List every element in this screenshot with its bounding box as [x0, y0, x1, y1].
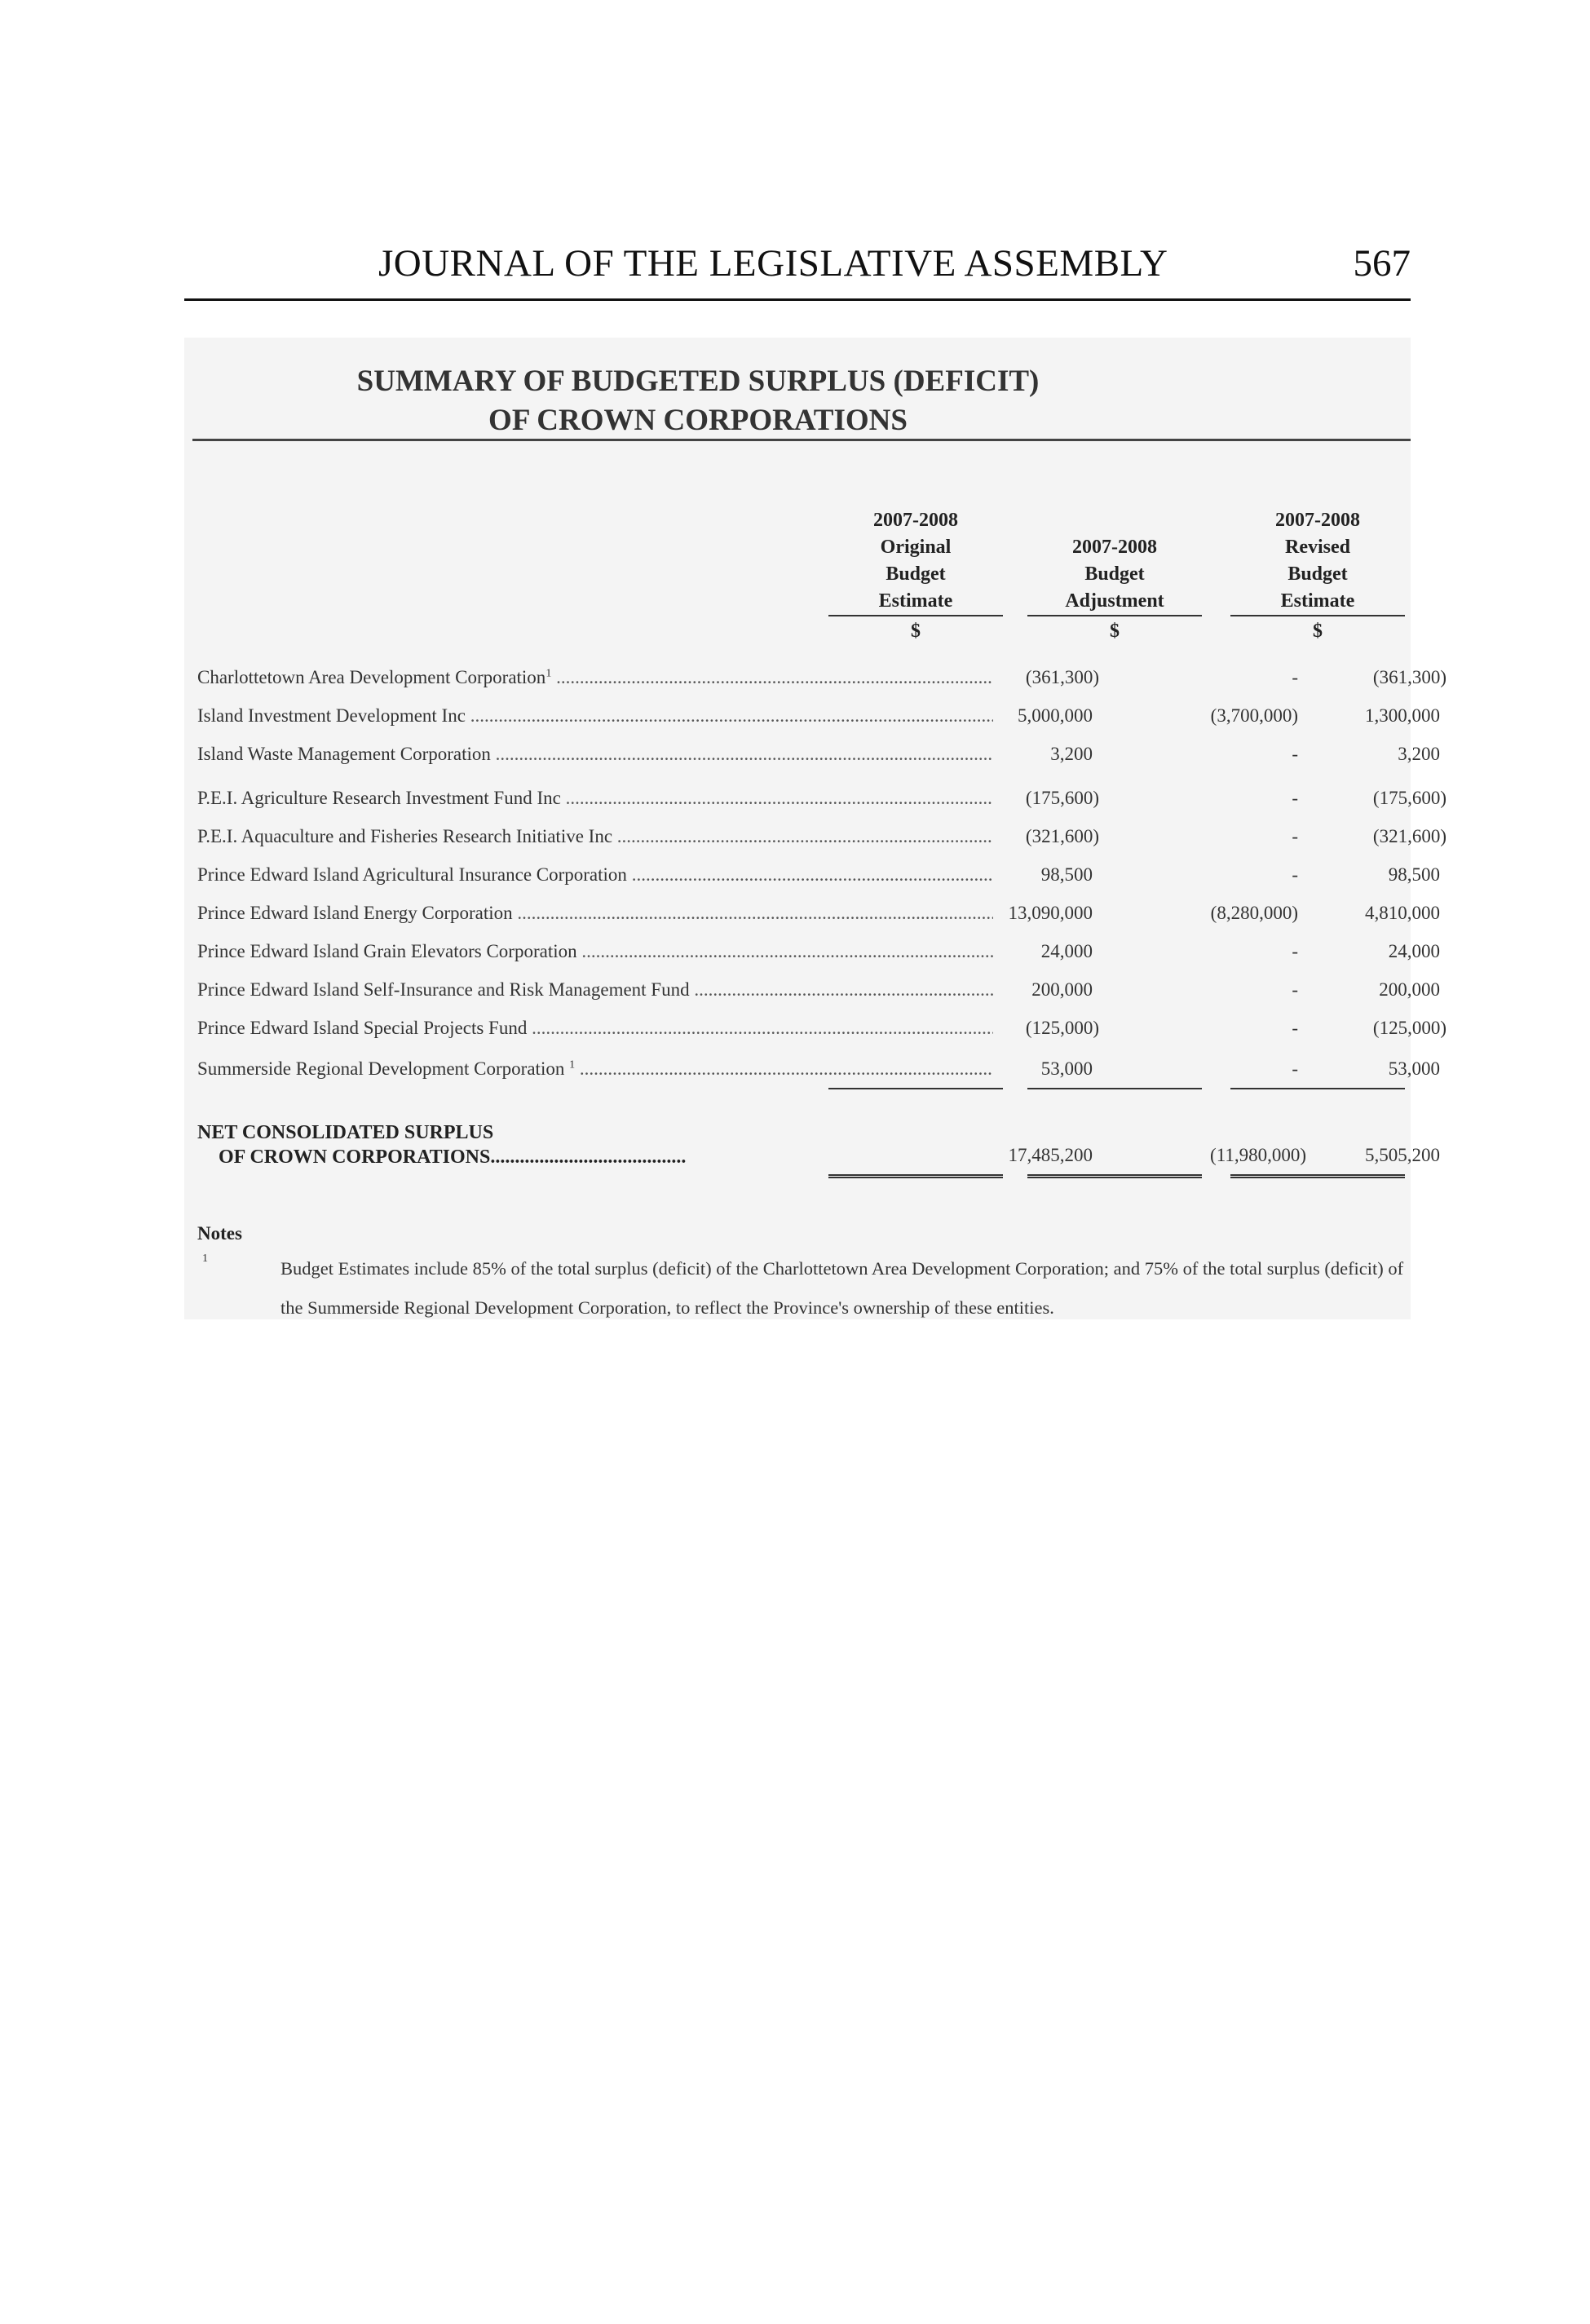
budget-adjustment: -: [1292, 744, 1298, 764]
column-header-line: Revised: [1285, 537, 1350, 558]
revised-estimate: (361,300): [1372, 667, 1446, 687]
corporation-name: Prince Edward Island Agricultural Insurance Corporation .....: [197, 864, 993, 886]
revised-estimate: 200,000: [1379, 979, 1440, 1000]
corporation-name: Island Investment Development Inc .....: [197, 705, 993, 727]
note-text: Budget Estimates include 85% of the total surplus (deficit) of the Charlottetown Area Development Corporation; and 75% of the total surplus (deficit) of the Summerside Regional Development Corporation, to reflect the Province's ownership of these entities.: [280, 1258, 1404, 1318]
budget-adjustment: -: [1292, 1058, 1298, 1079]
page-number: 567: [1353, 242, 1411, 285]
running-header: [184, 241, 1411, 301]
budget-adjustment: (8,280,000): [1210, 903, 1298, 923]
table-row: [197, 864, 1440, 897]
column-header-line: 2007-2008: [1072, 537, 1157, 558]
corporation-name: Prince Edward Island Grain Elevators Corporation .....: [197, 941, 993, 962]
total-original-estimate: 17,485,200: [1008, 1145, 1093, 1165]
table-row: [197, 903, 1440, 935]
summary-table-panel: [184, 338, 1446, 1319]
notes-heading: Notes: [197, 1223, 242, 1244]
original-estimate: 53,000: [1040, 1058, 1093, 1079]
table-row: [197, 744, 1440, 776]
column-header-revised: [1230, 507, 1405, 645]
column-header-original: [828, 507, 1003, 645]
journal-title: JOURNAL OF THE LEGISLATIVE ASSEMBLY: [378, 242, 1168, 285]
original-estimate: 13,090,000: [1008, 903, 1093, 923]
revised-estimate: (175,600): [1372, 788, 1446, 808]
table-title-line-1: SUMMARY OF BUDGETED SURPLUS (DEFICIT): [356, 365, 1040, 398]
revised-estimate: 1,300,000: [1365, 705, 1440, 726]
total-label-line-1: NET CONSOLIDATED SURPLUS: [197, 1122, 494, 1143]
table-row: [197, 941, 1440, 974]
column-header-line: Budget: [1084, 563, 1145, 585]
currency-label: $: [1313, 621, 1323, 642]
revised-estimate: 98,500: [1388, 864, 1440, 885]
table-row: [197, 667, 1446, 700]
subtotal-rule: [1230, 1088, 1405, 1089]
corporation-name: Summerside Regional Development Corporation $^1$ .....: [197, 1058, 993, 1080]
original-estimate: 200,000: [1031, 979, 1093, 1000]
total-double-rule: [828, 1174, 1003, 1178]
column-header-line: Estimate: [878, 590, 953, 612]
original-estimate: (175,600): [1025, 788, 1099, 808]
original-estimate: (321,600): [1025, 826, 1099, 846]
revised-estimate: 53,000: [1388, 1058, 1440, 1079]
total-row: [197, 1120, 1440, 1202]
table-row: [197, 979, 1440, 1012]
table-row: [197, 1018, 1446, 1050]
column-header-line: Adjustment: [1065, 590, 1164, 612]
subtotal-rule: [1027, 1088, 1202, 1089]
column-header-line: Budget: [886, 563, 946, 585]
budget-adjustment: -: [1292, 941, 1298, 961]
footnote-ref: 1: [545, 667, 552, 680]
column-header-line: Original: [880, 537, 952, 558]
original-estimate: (125,000): [1025, 1018, 1099, 1038]
corporation-name: P.E.I. Aquaculture and Fisheries Research Initiative Inc .....: [197, 826, 993, 847]
table-row: [197, 1058, 1440, 1091]
revised-estimate: (125,000): [1372, 1018, 1446, 1038]
budget-adjustment: -: [1292, 864, 1298, 885]
table-row: [197, 705, 1440, 738]
currency-label: $: [911, 621, 921, 642]
budget-adjustment: -: [1292, 826, 1298, 846]
corporation-name: Prince Edward Island Energy Corporation .....: [197, 903, 993, 924]
table-row: [197, 788, 1446, 820]
corporation-name: Charlottetown Area Development Corporation$^1$ .....: [197, 667, 993, 688]
revised-estimate: (321,600): [1372, 826, 1446, 846]
currency-label: $: [1110, 621, 1120, 642]
budget-adjustment: -: [1292, 788, 1298, 808]
column-header-line: 2007-2008: [873, 510, 958, 531]
table-title: [184, 362, 1212, 440]
revised-estimate: 4,810,000: [1365, 903, 1440, 923]
total-double-rule: [1230, 1174, 1405, 1178]
total-double-rule: [1027, 1174, 1202, 1178]
total-budget-adjustment: (11,980,000): [1210, 1145, 1306, 1165]
original-estimate: 98,500: [1040, 864, 1093, 885]
column-header-line: Estimate: [1280, 590, 1355, 612]
budget-adjustment: -: [1292, 1018, 1298, 1038]
original-estimate: 24,000: [1040, 941, 1093, 961]
corporation-name: P.E.I. Agriculture Research Investment Fund Inc .....: [197, 788, 993, 809]
subtotal-rule: [828, 1088, 1003, 1089]
corporation-name: Prince Edward Island Special Projects Fund .....: [197, 1018, 993, 1039]
revised-estimate: 3,200: [1398, 744, 1440, 764]
original-estimate: 5,000,000: [1018, 705, 1093, 726]
budget-adjustment: -: [1292, 667, 1298, 687]
total-label: [197, 1120, 686, 1169]
corporation-name: Island Waste Management Corporation .....: [197, 744, 993, 765]
original-estimate: 3,200: [1050, 744, 1093, 764]
corporation-name: Prince Edward Island Self-Insurance and Risk Management Fund .....: [197, 979, 993, 1001]
revised-estimate: 24,000: [1388, 941, 1440, 961]
note-marker: 1: [202, 1253, 208, 1265]
column-header-adjustment: [1027, 534, 1202, 645]
column-header-line: Budget: [1287, 563, 1348, 585]
original-estimate: (361,300): [1025, 667, 1099, 687]
title-rule: [192, 439, 1411, 441]
table-row: [197, 826, 1446, 859]
footnote-ref: 1: [569, 1058, 576, 1071]
column-header-line: 2007-2008: [1275, 510, 1360, 531]
table-title-line-2: OF CROWN CORPORATIONS: [488, 404, 908, 437]
budget-adjustment: -: [1292, 979, 1298, 1000]
total-revised-estimate: 5,505,200: [1365, 1145, 1440, 1165]
budget-adjustment: (3,700,000): [1210, 705, 1298, 726]
total-label-line-2: OF CROWN CORPORATIONS .....: [197, 1145, 686, 1169]
